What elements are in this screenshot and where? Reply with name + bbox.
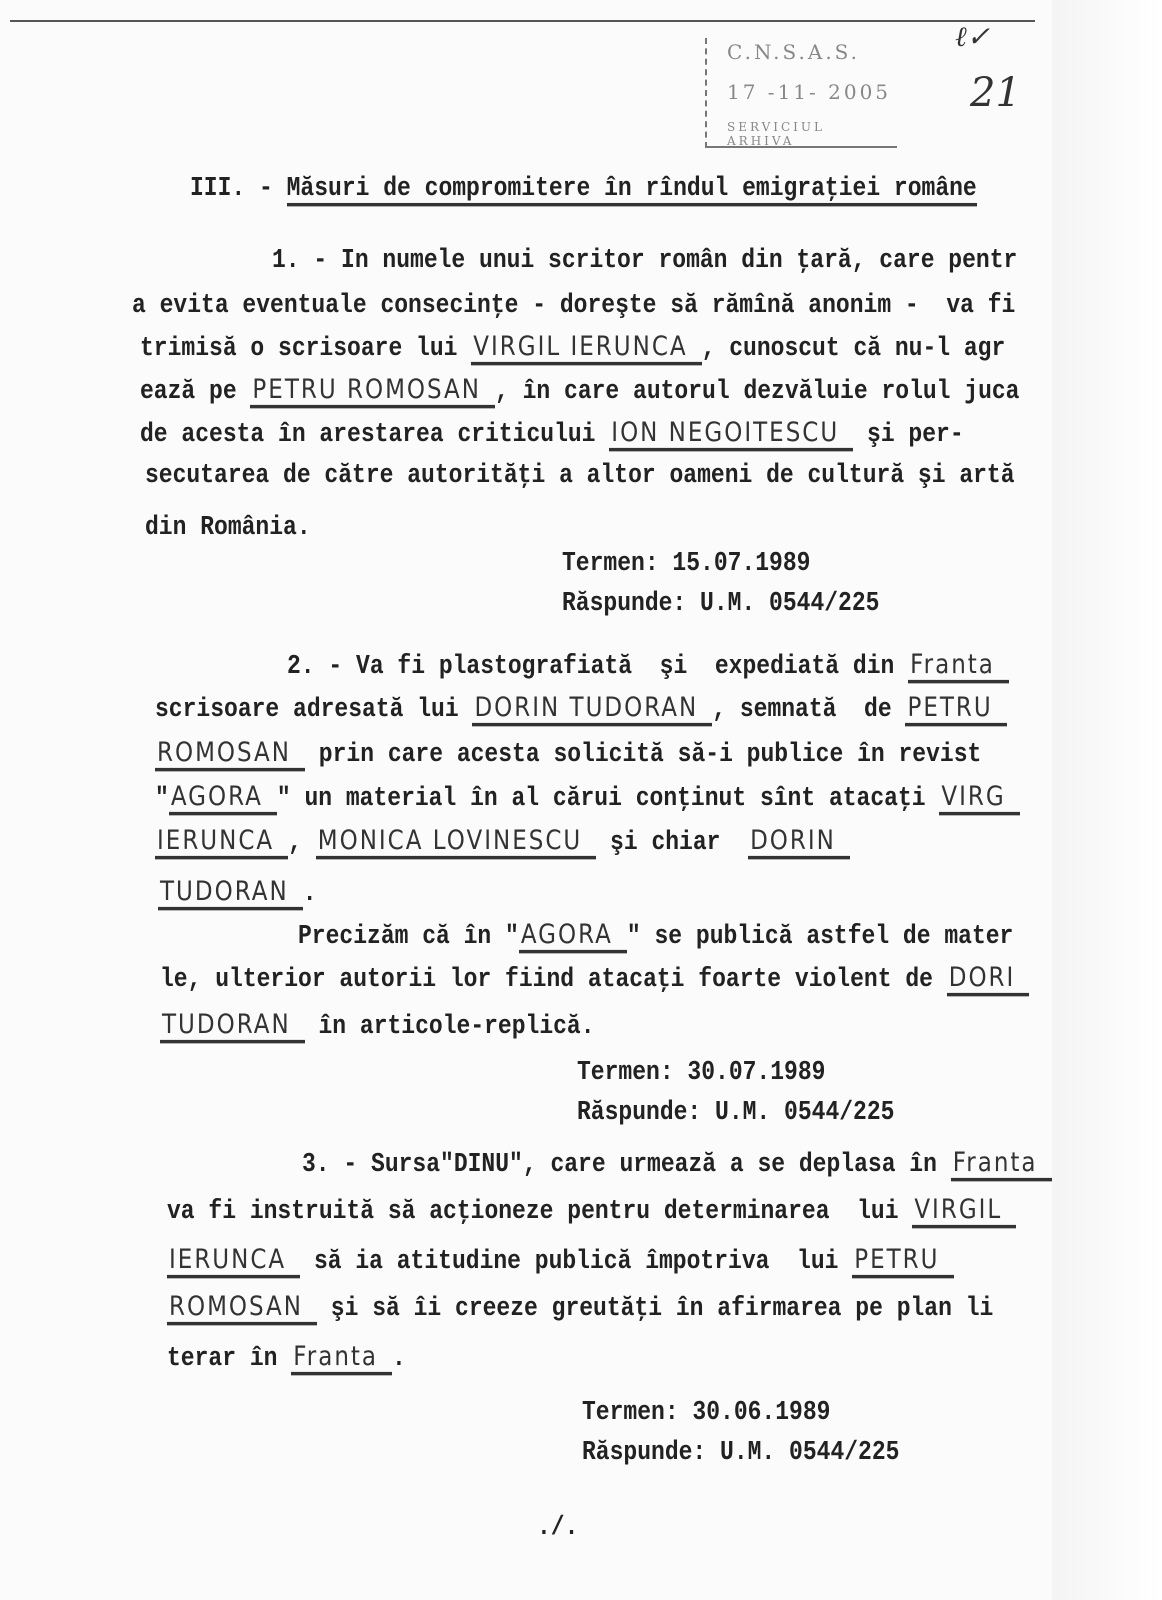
- handwritten-name: VIRGIL: [912, 1195, 1016, 1228]
- document-line: [287, 650, 1009, 681]
- section-title-text: Măsuri de compromitere în rîndul emigraţiei române: [287, 173, 977, 206]
- document-line: [160, 1010, 595, 1041]
- archive-stamp: [705, 38, 897, 148]
- typed-text: Termen: 30.06.1989: [582, 1397, 831, 1427]
- document-line: [562, 588, 879, 618]
- typed-text: , în care autorul dezvăluie rolul juca: [495, 376, 1020, 407]
- typed-text: din România.: [145, 512, 311, 542]
- typed-text: 1. - In numele unui scritor român din ţară, care pentr: [272, 245, 1018, 275]
- handwritten-name: Franta: [291, 1342, 392, 1375]
- typed-text: 3. - Sursa"DINU", care urmează a se deplasa în: [302, 1149, 951, 1180]
- stamp-line-3: SERVICIUL ARHIVA: [727, 120, 825, 148]
- typed-text: Răspunde: U.M. 0544/225: [577, 1097, 895, 1127]
- handwritten-name: Franta: [951, 1148, 1052, 1181]
- typed-text: Termen: 30.07.1989: [577, 1057, 826, 1087]
- handwritten-name: TUDORAN: [160, 1010, 305, 1043]
- typed-text: trimisă o scrisoare lui: [140, 333, 472, 364]
- handwritten-name: VIRG: [939, 782, 1019, 815]
- handwritten-name: DORIN TUDORAN: [472, 693, 712, 726]
- typed-text: " un material în al cărui conţinut sînt atacaţi: [276, 783, 940, 814]
- typed-text: şi chiar: [596, 827, 749, 858]
- typed-text: Precizăm că în ": [298, 921, 519, 952]
- typed-text: Răspunde: U.M. 0544/225: [582, 1437, 900, 1467]
- handwritten-name: ROMOSAN: [167, 1292, 317, 1325]
- handwritten-name: PETRU: [852, 1245, 953, 1278]
- typed-text: şi să îi creeze greutăţi în afirmarea pe plan li: [317, 1293, 994, 1324]
- typed-text: le, ulterior autorii lor fiind atacaţi foarte violent de: [160, 964, 947, 995]
- handwritten-initials: ℓ✓: [955, 20, 991, 53]
- section-title: [190, 173, 977, 203]
- page-top-rule: [10, 20, 1035, 22]
- document-line: [577, 1057, 825, 1087]
- document-line: [167, 1342, 406, 1373]
- handwritten-name: VIRGIL IERUNCA: [471, 332, 701, 365]
- typed-text: prin care acesta solicită să-i publice în revist: [305, 739, 982, 770]
- handwritten-name: AGORA: [169, 782, 277, 815]
- typed-text: , cunoscut că nu-l agr: [701, 333, 1006, 364]
- document-line: [145, 460, 1015, 490]
- handwritten-name: TUDORAN: [158, 877, 303, 910]
- typed-text: .: [302, 878, 317, 909]
- typed-text: în articole-replică.: [304, 1011, 595, 1042]
- handwritten-page-number: 21: [970, 70, 1021, 116]
- document-line: [537, 1512, 578, 1542]
- handwritten-name: AGORA: [519, 920, 627, 953]
- document-line: [582, 1397, 830, 1427]
- document-line: [155, 693, 1007, 724]
- typed-text: de acesta în arestarea criticului: [140, 419, 610, 450]
- typed-text: şi per-: [853, 419, 964, 450]
- typed-text: " se publică astfel de mater: [626, 921, 1014, 952]
- document-line: [302, 1148, 1052, 1179]
- handwritten-name: IERUNCA: [167, 1245, 300, 1278]
- page-edge-shadow: [1052, 0, 1162, 1600]
- typed-text: .: [392, 1343, 406, 1374]
- document-line: [140, 375, 1020, 406]
- typed-text: secutarea de către autorităţi a altor oameni de cultură şi artă: [145, 460, 1015, 490]
- document-line: [582, 1437, 899, 1467]
- typed-text: 2. - Va fi plastografiată şi expediată din: [287, 651, 909, 682]
- document-line: [140, 332, 1005, 363]
- typed-text: , semnată de: [712, 694, 906, 725]
- typed-text: Termen: 15.07.1989: [562, 548, 811, 578]
- typed-text: ": [155, 783, 169, 814]
- document-line: [167, 1292, 993, 1323]
- document-line: [132, 290, 1015, 320]
- handwritten-name: PETRU: [905, 693, 1006, 726]
- document-line: [145, 512, 311, 542]
- document-line: [562, 548, 810, 578]
- document-line: [155, 738, 981, 769]
- stamp-line-1: C.N.S.A.S.: [727, 40, 861, 64]
- document-line: [298, 920, 1013, 951]
- document-line: [140, 418, 964, 449]
- handwritten-name: DORIN: [748, 826, 850, 859]
- document-line: [577, 1097, 894, 1127]
- document-line: [160, 963, 1029, 994]
- document-line: [155, 826, 850, 857]
- document-line: [155, 782, 1020, 813]
- section-number: III. -: [190, 173, 287, 203]
- handwritten-name: DORI: [947, 963, 1030, 996]
- typed-text: ./.: [537, 1512, 579, 1542]
- handwritten-name: IERUNCA: [155, 826, 288, 859]
- document-line: [167, 1245, 954, 1276]
- handwritten-name: Franta: [908, 650, 1009, 683]
- stamp-date: 17 -11- 2005: [727, 80, 892, 104]
- typed-text: Răspunde: U.M. 0544/225: [562, 588, 880, 618]
- handwritten-name: PETRU ROMOSAN: [250, 375, 495, 408]
- typed-text: scrisoare adresată lui: [155, 694, 473, 725]
- typed-text: terar în: [167, 1343, 292, 1374]
- typed-text: ,: [288, 827, 316, 858]
- handwritten-name: MONICA LOVINESCU: [316, 826, 596, 859]
- typed-text: a evita eventuale consecinţe - doreşte să rămînă anonim - va fi: [132, 290, 1016, 320]
- document-line: [167, 1195, 1016, 1226]
- document-line: [158, 877, 317, 908]
- typed-text: va fi instruită să acţioneze pentru determinarea lui: [167, 1196, 913, 1227]
- handwritten-name: ION NEGOITESCU: [609, 418, 853, 451]
- typed-text: ează pe: [140, 376, 251, 407]
- document-line: [272, 245, 1017, 275]
- handwritten-name: ROMOSAN: [155, 738, 305, 771]
- typed-text: să ia atitudine publică împotriva lui: [300, 1246, 853, 1277]
